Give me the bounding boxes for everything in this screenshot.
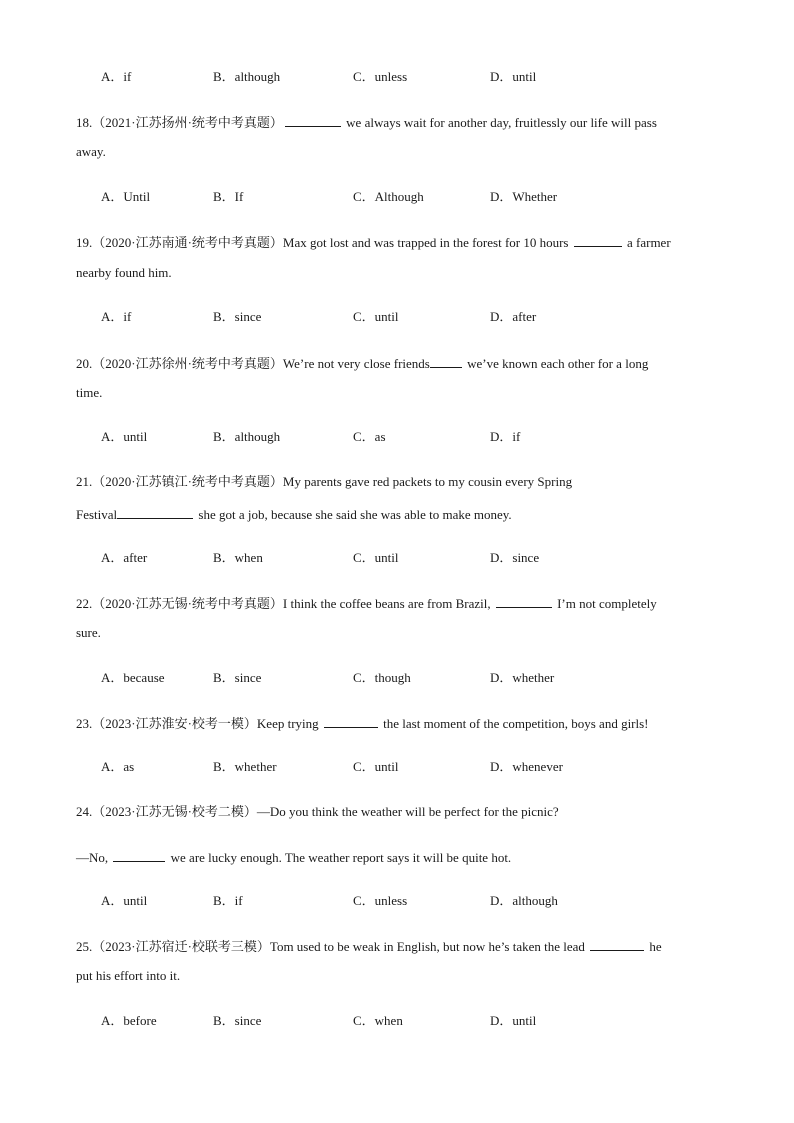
question-24-text-line2: —No, (76, 850, 112, 865)
question-18-text-cont: we always wait for another day, fruitlessly our life will pass (342, 115, 657, 130)
q17-option-a[interactable]: A．if (101, 69, 132, 84)
question-18-line-1 (76, 114, 657, 129)
answer-blank[interactable] (590, 938, 644, 951)
q18-option-c[interactable]: C．Although (353, 189, 424, 204)
question-18-text: 18.（2021·江苏扬州·统考中考真题） (76, 115, 283, 130)
question-20-text-cont: we’ve known each other for a long (463, 356, 649, 371)
q18-option-b[interactable]: B．If (213, 189, 244, 204)
question-24-text-cont: we are lucky enough. The weather report says it will be quite hot. (167, 850, 512, 865)
q22-option-b[interactable]: B．since (213, 670, 262, 685)
question-22-text: 22.（2020·江苏无锡·统考中考真题）I think the coffee beans are from Brazil, (76, 596, 494, 611)
question-21-line-2 (76, 506, 512, 521)
question-25-line-2 (76, 969, 180, 982)
q25-option-d[interactable]: D．until (490, 1013, 537, 1028)
q21-option-c[interactable]: C．until (353, 550, 399, 565)
question-22-line-1 (76, 595, 657, 610)
question-18-line-2 (76, 145, 106, 158)
question-21-text: 21.（2020·江苏镇江·统考中考真题）My parents gave red packets to my cousin every Spring (76, 474, 573, 489)
q25-option-c[interactable]: C．when (353, 1013, 403, 1028)
q22-option-a[interactable]: A．because (101, 670, 165, 685)
q21-option-b[interactable]: B．when (213, 550, 263, 565)
q20-option-b[interactable]: B．although (213, 429, 281, 444)
question-21-line-1 (76, 475, 572, 488)
q23-option-d[interactable]: D．whenever (490, 759, 563, 774)
q21-option-a[interactable]: A．after (101, 550, 148, 565)
q25-option-a[interactable]: A．before (101, 1013, 157, 1028)
question-19-text: 19.（2020·江苏南通·统考中考真题）Max got lost and was trapped in the forest for 10 hours (76, 235, 572, 250)
question-23-text: 23.（2023·江苏淮安·校考一模）Keep trying (76, 716, 322, 731)
question-24-line-2 (76, 849, 511, 864)
question-19-line-1 (76, 234, 671, 249)
q19-option-d[interactable]: D．after (490, 309, 537, 324)
q17-option-c[interactable]: C．unless (353, 69, 408, 84)
question-21-text-line2: Festival (76, 507, 118, 522)
answer-blank[interactable] (117, 506, 193, 519)
q19-option-b[interactable]: B．since (213, 309, 262, 324)
q18-option-d[interactable]: D．Whether (490, 189, 558, 204)
q18-option-a[interactable]: A．Until (101, 189, 151, 204)
question-22-text-line2: sure. (76, 625, 101, 640)
question-20-line-1 (76, 355, 648, 370)
question-22-text-cont: I’m not completely (553, 596, 657, 611)
question-25-text-cont: he (646, 939, 662, 954)
question-19-line-2 (76, 266, 172, 279)
answer-blank[interactable] (496, 595, 552, 608)
q19-option-c[interactable]: C．until (353, 309, 399, 324)
answer-blank[interactable] (285, 114, 341, 127)
question-25-line-1 (76, 938, 662, 953)
q24-option-c[interactable]: C．unless (353, 893, 408, 908)
q24-option-a[interactable]: A．until (101, 893, 148, 908)
question-25-text: 25.（2023·江苏宿迁·校联考三模）Tom used to be weak in English, but now he’s taken the lead (76, 939, 589, 954)
q21-option-d[interactable]: D．since (490, 550, 540, 565)
q24-option-d[interactable]: D．although (490, 893, 558, 908)
question-20-line-2 (76, 386, 102, 399)
answer-blank[interactable] (574, 234, 622, 247)
question-21-text-cont: she got a job, because she said she was able to make money. (195, 507, 512, 522)
q23-option-a[interactable]: A．as (101, 759, 135, 774)
q20-option-d[interactable]: D．if (490, 429, 521, 444)
q17-option-b[interactable]: B．although (213, 69, 281, 84)
answer-blank[interactable] (324, 715, 378, 728)
q22-option-c[interactable]: C．though (353, 670, 411, 685)
question-20-text-line2: time. (76, 385, 103, 400)
question-23-text-cont: the last moment of the competition, boys and girls! (379, 716, 649, 731)
question-22-line-2 (76, 626, 101, 639)
q20-option-c[interactable]: C．as (353, 429, 386, 444)
q17-option-d[interactable]: D．until (490, 69, 537, 84)
question-24-line-1 (76, 805, 559, 818)
question-19-text-line2: nearby found him. (76, 265, 172, 280)
q24-option-b[interactable]: B．if (213, 893, 243, 908)
q23-option-c[interactable]: C．until (353, 759, 399, 774)
question-25-text-line2: put his effort into it. (76, 968, 181, 983)
question-20-text: 20.（2020·江苏徐州·统考中考真题）We’re not very close friends (76, 356, 430, 371)
answer-blank[interactable] (430, 355, 462, 368)
question-24-text: 24.（2023·江苏无锡·校考二模）—Do you think the weather will be perfect for the picnic? (76, 804, 559, 819)
q19-option-a[interactable]: A．if (101, 309, 132, 324)
q22-option-d[interactable]: D．whether (490, 670, 555, 685)
question-19-text-cont: a farmer (623, 235, 671, 250)
q23-option-b[interactable]: B．whether (213, 759, 277, 774)
question-18-text-line2: away. (76, 144, 106, 159)
question-23-line-1 (76, 715, 649, 730)
answer-blank[interactable] (113, 849, 165, 862)
q20-option-a[interactable]: A．until (101, 429, 148, 444)
q25-option-b[interactable]: B．since (213, 1013, 262, 1028)
